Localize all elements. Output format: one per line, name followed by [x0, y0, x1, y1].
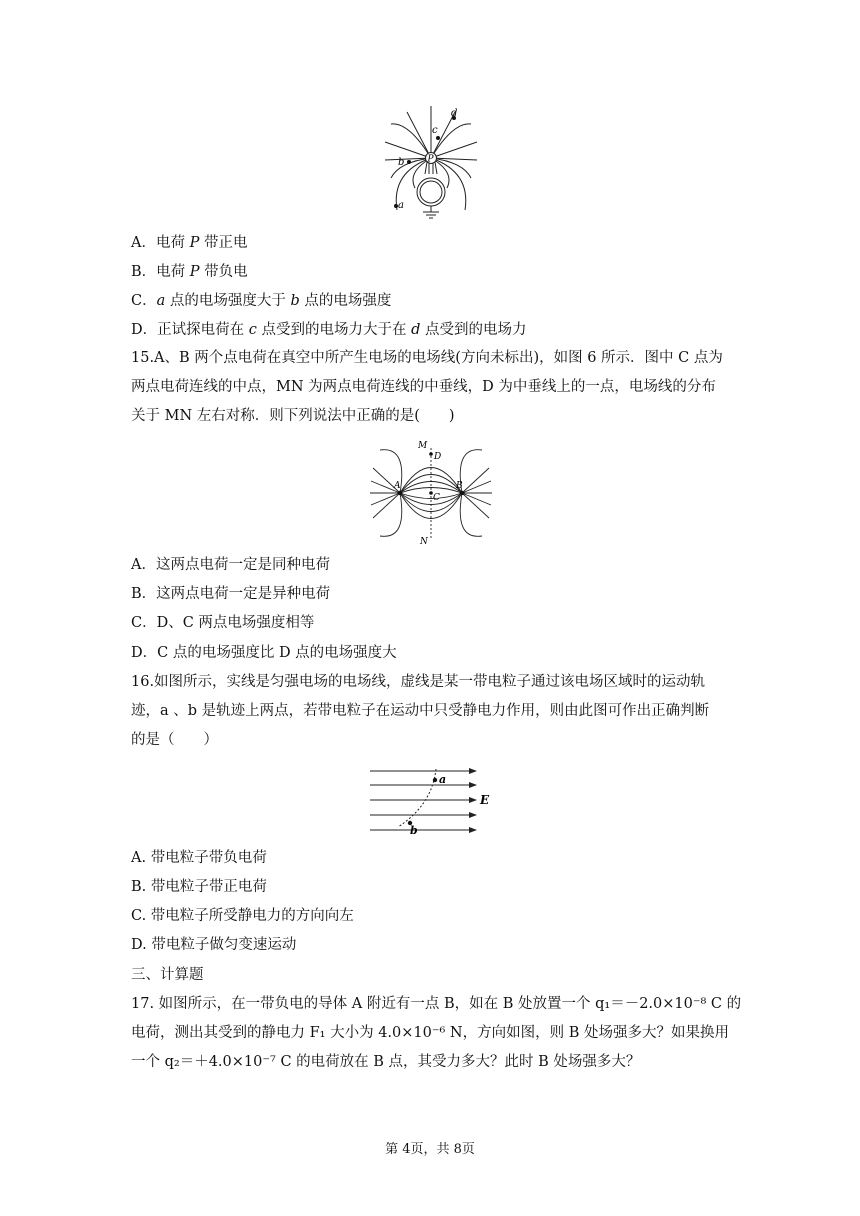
q15-label-b: B [456, 481, 463, 491]
q16-option-d: D. 带电粒子做匀变速运动 [131, 937, 297, 953]
q15-stem-line2: 两点电荷连线的中点，MN 为两点电荷连线的中垂线，D 为中垂线上的一点，电场线的分布 [131, 379, 716, 395]
q15-label-a: A [394, 481, 401, 491]
q15-option-a: A．这两点电荷一定是同种电荷 [131, 557, 330, 573]
q15-option-c: C．D、C 两点电场强度相等 [131, 615, 315, 631]
q14-label-p: P [427, 154, 434, 165]
q14-option-c: C．a 点的电场强度大于 b 点的电场强度 [131, 293, 392, 309]
q14-option-d: D．正试探电荷在 c 点受到的电场力大于在 d 点受到的电场力 [131, 322, 527, 338]
q17-stem [131, 990, 742, 1077]
q15-label-c: C [433, 493, 440, 503]
q16-option-b: B. 带电粒子带正电荷 [131, 879, 267, 895]
q15-figure [368, 436, 494, 546]
q14-label-b: b [398, 157, 405, 168]
q14-label-d: d [451, 108, 458, 119]
q16-label-e: E [480, 793, 490, 807]
q17-stem-line2: 电荷，测出其受到的静电力 F₁ 大小为 4.0×10⁻⁶ N，方向如图，则 B 处场强多大？如果换用 [131, 1025, 729, 1041]
q14-figure [383, 102, 479, 226]
q14-label-a: a [398, 200, 404, 211]
q15-stem-line3: 关于 MN 左右对称．则下列说法中正确的是( ) [131, 408, 455, 424]
q14-option-b: B．电荷 P 带负电 [131, 264, 248, 280]
q16-label-b: b [410, 824, 418, 837]
q15-label-n: N [420, 537, 428, 546]
q15-label-d: D [434, 452, 442, 462]
q17-stem-line3: 一个 q₂＝＋4.0×10⁻⁷ C 的电荷放在 B 点，其受力多大？此时 B 处场强多大？ [131, 1054, 641, 1070]
q14-label-c: c [432, 125, 438, 136]
q17-stem-line1: 17. 如图所示，在一带负电的导体 A 附近有一点 B，如在 B 处放置一个 q₁＝－2.0×10⁻⁸ C 的 [131, 996, 742, 1012]
section-heading-calculation: 三、计算题 [131, 967, 204, 983]
q16-label-a: a [439, 773, 447, 786]
q16-option-c: C. 带电粒子所受静电力的方向向左 [131, 908, 354, 924]
q15-stem-line1: 15.A、B 两个点电荷在真空中所产生电场的电场线(方向未标出)，如图 6 所示．图中 C 点为 [131, 350, 723, 366]
q16-stem-line1: 16.如图所示，实线是匀强电场的电场线，虚线是某一带电粒子通过该电场区域时的运动轨 [131, 674, 706, 690]
page-footer: 第 4页，共 8页 [385, 1142, 475, 1157]
q15-option-d: D．C 点的电场强度比 D 点的电场强度大 [131, 645, 397, 661]
q16-stem [131, 668, 731, 755]
q16-stem-line2: 迹，a 、b 是轨迹上两点，若带电粒子在运动中只受静电力作用，则由此图可作出正确判断 [131, 703, 710, 719]
q15-stem [131, 344, 731, 431]
q16-figure [366, 763, 498, 841]
q15-option-b: B．这两点电荷一定是异种电荷 [131, 586, 331, 602]
q14-option-a: A．电荷 P 带正电 [131, 235, 248, 251]
q16-stem-line3: 的是（ ） [131, 732, 218, 748]
q15-label-m: M [418, 441, 428, 451]
q16-option-a: A. 带电粒子带负电荷 [131, 850, 267, 866]
